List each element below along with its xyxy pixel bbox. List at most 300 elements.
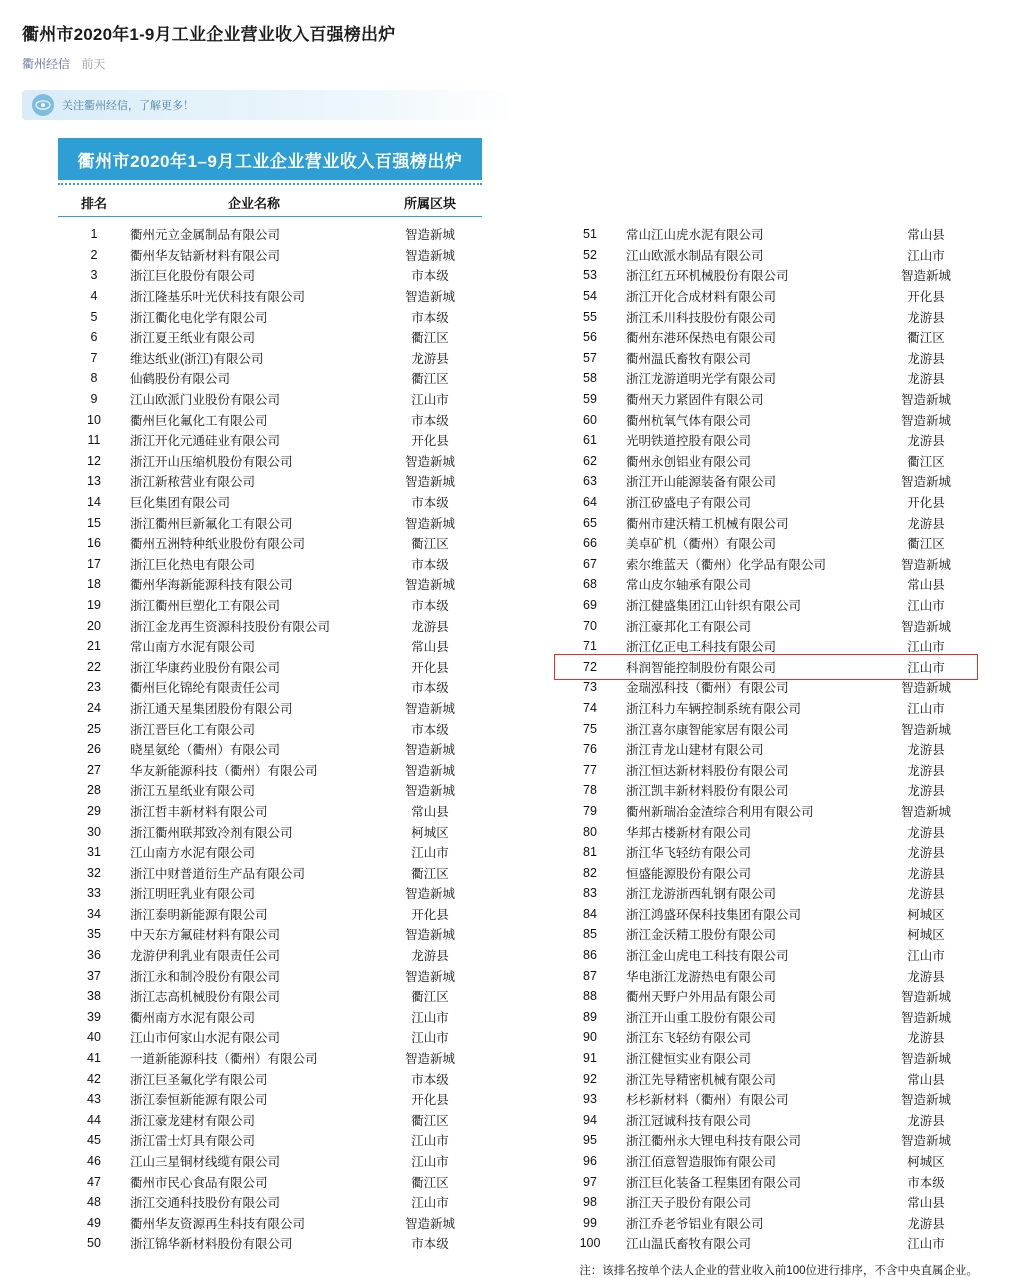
cell-rank: 83	[583, 886, 597, 901]
cell-area: 智造新城	[900, 619, 951, 634]
cell-company-name: 华电浙江龙游热电有限公司	[626, 969, 777, 984]
table-row	[58, 1007, 482, 1028]
cell-area: 衢江区	[411, 372, 449, 387]
table-row	[58, 677, 482, 698]
table-row	[58, 1171, 482, 1192]
table-row	[554, 471, 978, 492]
cell-area: 智造新城	[404, 1216, 455, 1231]
cell-company-name: 浙江凯丰新材料股份有限公司	[626, 784, 789, 799]
cell-area: 智造新城	[900, 681, 951, 696]
table-row	[554, 615, 978, 636]
cell-area: 龙游县	[907, 846, 945, 861]
cell-area: 衢江区	[907, 454, 945, 469]
cell-area: 江山市	[907, 640, 945, 655]
cell-area: 衢江区	[411, 537, 449, 552]
cell-rank: 35	[87, 927, 101, 942]
cell-area: 智造新城	[900, 413, 951, 428]
cell-company-name: 浙江开山重工股份有限公司	[626, 1010, 777, 1025]
cell-company-name: 浙江开山压缩机股份有限公司	[130, 454, 293, 469]
cell-area: 智造新城	[404, 743, 455, 758]
cell-rank: 43	[87, 1092, 101, 1107]
cell-company-name: 浙江东飞轻纺有限公司	[626, 1031, 752, 1046]
cell-company-name: 浙江喜尔康智能家居有限公司	[626, 722, 789, 737]
cell-area: 开化县	[411, 1093, 449, 1108]
cell-rank: 31	[87, 845, 101, 860]
cell-rank: 95	[583, 1133, 597, 1148]
cell-rank: 20	[87, 618, 101, 633]
cell-company-name: 衢州天野户外用品有限公司	[626, 990, 777, 1005]
cell-area: 开化县	[411, 434, 449, 449]
cell-rank: 48	[87, 1195, 101, 1210]
cell-company-name: 衢州市民心食品有限公司	[130, 1175, 268, 1190]
cell-rank: 27	[87, 762, 101, 777]
cell-rank: 45	[87, 1133, 101, 1148]
cell-rank: 77	[583, 762, 597, 777]
cell-area: 柯城区	[907, 928, 945, 943]
cell-company-name: 龙游伊利乳业有限责任公司	[130, 949, 281, 964]
table-row	[554, 409, 978, 430]
cell-rank: 56	[583, 330, 597, 345]
table-row	[58, 986, 482, 1007]
follow-banner-text: 关注衢州经信，了解更多！	[62, 100, 194, 112]
header-company: 企业名称	[227, 196, 280, 211]
cell-company-name: 巨化集团有限公司	[130, 496, 231, 511]
cell-area: 江山市	[411, 1155, 449, 1170]
cell-company-name: 浙江豪龙建材有限公司	[130, 1113, 256, 1128]
cell-area: 龙游县	[411, 949, 449, 964]
cell-area: 龙游县	[411, 351, 449, 366]
table-note: 注：该排名按单个法人企业的营业收入前100位进行排序，不含中央直属企业。	[579, 1264, 978, 1277]
cell-rank: 21	[87, 639, 101, 654]
cell-area: 市本级	[411, 557, 449, 572]
cell-company-name: 浙江衢化电化学有限公司	[130, 310, 268, 325]
follow-banner[interactable]	[22, 90, 516, 120]
table-row	[554, 430, 978, 451]
ranking-columns	[58, 224, 978, 1278]
cell-company-name: 常山江山虎水泥有限公司	[626, 228, 764, 243]
cell-area: 龙游县	[907, 743, 945, 758]
cell-area: 龙游县	[907, 1216, 945, 1231]
cell-company-name: 金瑞泓科技（衢州）有限公司	[626, 681, 789, 696]
table-row	[58, 965, 482, 986]
eye-icon	[32, 94, 54, 116]
table-row	[58, 1233, 482, 1254]
cell-rank: 76	[583, 742, 597, 757]
cell-rank: 65	[583, 515, 597, 530]
cell-company-name: 浙江新秾营业有限公司	[130, 475, 256, 490]
cell-area: 智造新城	[404, 228, 455, 243]
table-row	[58, 1151, 482, 1172]
cell-area: 江山市	[411, 1010, 449, 1025]
rank-table-right	[554, 224, 978, 1254]
cell-area: 龙游县	[907, 825, 945, 840]
cell-area: 常山县	[411, 640, 449, 655]
table-row	[554, 1171, 978, 1192]
cell-company-name: 浙江巨化股份有限公司	[130, 269, 256, 284]
table-row	[58, 245, 482, 266]
cell-rank: 2	[90, 247, 98, 262]
cell-company-name: 浙江晋巨化工有限公司	[130, 722, 256, 737]
cell-company-name: 浙江五星纸业有限公司	[130, 784, 256, 799]
cell-area: 龙游县	[907, 516, 945, 531]
cell-rank: 59	[583, 392, 597, 407]
table-row	[58, 1048, 482, 1069]
cell-rank: 94	[583, 1112, 597, 1127]
cell-company-name: 浙江开化合成材料有限公司	[626, 290, 777, 305]
cell-rank: 71	[583, 639, 597, 654]
cell-area: 江山市	[907, 660, 945, 675]
cell-company-name: 衢州天力紧固件有限公司	[626, 393, 764, 408]
cell-rank: 18	[87, 577, 101, 592]
cell-company-name: 浙江衢州永大锂电科技有限公司	[626, 1134, 802, 1149]
cell-area: 龙游县	[907, 866, 945, 881]
cell-area: 龙游县	[907, 969, 945, 984]
table-row	[554, 656, 978, 677]
cell-rank: 39	[87, 1009, 101, 1024]
table-row	[554, 224, 978, 245]
cell-area: 智造新城	[404, 763, 455, 778]
table-row	[58, 945, 482, 966]
cell-rank: 17	[87, 556, 101, 571]
cell-rank: 97	[583, 1174, 597, 1189]
table-row	[554, 698, 978, 719]
cell-area: 开化县	[907, 496, 945, 511]
cell-company-name: 索尔维蓝天（衢州）化学品有限公司	[626, 557, 827, 572]
cell-company-name: 浙江明旺乳业有限公司	[130, 887, 256, 902]
table-row	[554, 842, 978, 863]
table-row	[58, 656, 482, 677]
table-row	[554, 801, 978, 822]
table-row	[554, 904, 978, 925]
table-row	[554, 1213, 978, 1234]
cell-area: 智造新城	[900, 722, 951, 737]
cell-company-name: 一道新能源科技（衢州）有限公司	[130, 1052, 318, 1067]
account-name[interactable]: 衢州经信	[22, 57, 71, 71]
cell-area: 衢江区	[411, 1175, 449, 1190]
cell-area: 智造新城	[900, 1093, 951, 1108]
cell-rank: 40	[87, 1030, 101, 1045]
table-row	[58, 286, 482, 307]
table-row	[58, 924, 482, 945]
cell-rank: 86	[583, 948, 597, 963]
cell-rank: 19	[87, 597, 101, 612]
cell-area: 江山市	[907, 248, 945, 263]
cell-area: 智造新城	[404, 1052, 455, 1067]
table-row	[554, 718, 978, 739]
cell-company-name: 浙江通天星集团股份有限公司	[130, 701, 293, 716]
cell-area: 常山县	[907, 578, 945, 593]
publish-time: 前天	[81, 57, 106, 71]
cell-company-name: 常山皮尔轴承有限公司	[626, 578, 752, 593]
cell-company-name: 浙江禾川科技股份有限公司	[626, 310, 777, 325]
cell-rank: 22	[87, 659, 101, 674]
table-row	[554, 821, 978, 842]
cell-rank: 72	[583, 659, 597, 674]
table-row	[58, 904, 482, 925]
cell-company-name: 华邦古楼新材有限公司	[626, 825, 752, 840]
cell-rank: 78	[583, 783, 597, 798]
table-row	[554, 945, 978, 966]
cell-company-name: 浙江泰明新能源有限公司	[130, 907, 268, 922]
cell-area: 龙游县	[907, 763, 945, 778]
cell-rank: 90	[583, 1030, 597, 1045]
cell-area: 智造新城	[404, 578, 455, 593]
sheet-banner-title: 衢州市2020年1–9月工业企业营业收入百强榜出炉	[58, 138, 482, 180]
cell-rank: 6	[90, 330, 98, 345]
cell-rank: 50	[87, 1236, 101, 1251]
cell-area: 龙游县	[907, 887, 945, 902]
cell-company-name: 浙江衢州巨塑化工有限公司	[130, 598, 281, 613]
table-row	[554, 739, 978, 760]
table-row	[554, 1068, 978, 1089]
table-row	[554, 1151, 978, 1172]
cell-company-name: 浙江冠诚科技有限公司	[626, 1113, 752, 1128]
cell-rank: 67	[583, 556, 597, 571]
cell-area: 智造新城	[900, 990, 951, 1005]
table-row	[58, 842, 482, 863]
cell-area: 江山市	[907, 701, 945, 716]
cell-rank: 36	[87, 948, 101, 963]
table-row	[58, 327, 482, 348]
cell-area: 智造新城	[404, 475, 455, 490]
cell-company-name: 衢州杭氧气体有限公司	[626, 413, 752, 428]
cell-company-name: 江山欧派水制品有限公司	[626, 248, 764, 263]
cell-rank: 68	[583, 577, 597, 592]
cell-area: 市本级	[411, 598, 449, 613]
table-row	[58, 780, 482, 801]
cell-company-name: 浙江隆基乐叶光伏科技有限公司	[130, 290, 306, 305]
cell-company-name: 浙江先导精密机械有限公司	[626, 1072, 777, 1087]
cell-company-name: 浙江哲丰新材料有限公司	[130, 804, 268, 819]
cell-company-name: 浙江金龙再生资源科技股份有限公司	[130, 619, 331, 634]
cell-rank: 30	[87, 824, 101, 839]
table-row	[58, 1027, 482, 1048]
cell-company-name: 浙江泰恒新能源有限公司	[130, 1093, 268, 1108]
cell-company-name: 衢州巨化氟化工有限公司	[130, 413, 268, 428]
cell-area: 智造新城	[404, 701, 455, 716]
cell-area: 智造新城	[404, 290, 455, 305]
table-row	[58, 595, 482, 616]
table-row	[554, 780, 978, 801]
cell-area: 龙游县	[907, 372, 945, 387]
table-row	[58, 368, 482, 389]
rank-table-left	[58, 224, 482, 1254]
cell-area: 江山市	[907, 949, 945, 964]
cell-company-name: 浙江巨化装备工程集团有限公司	[626, 1175, 802, 1190]
cell-rank: 80	[583, 824, 597, 839]
article-meta	[0, 45, 1034, 72]
cell-rank: 55	[583, 309, 597, 324]
cell-rank: 38	[87, 989, 101, 1004]
table-row	[554, 368, 978, 389]
cell-rank: 46	[87, 1154, 101, 1169]
cell-area: 市本级	[411, 413, 449, 428]
cell-area: 智造新城	[900, 804, 951, 819]
table-row	[58, 409, 482, 430]
table-row	[554, 1027, 978, 1048]
cell-rank: 37	[87, 968, 101, 983]
table-row	[554, 554, 978, 575]
cell-company-name: 晓星氨纶（衢州）有限公司	[130, 743, 281, 758]
cell-rank: 16	[87, 536, 101, 551]
table-row	[58, 265, 482, 286]
cell-area: 开化县	[411, 907, 449, 922]
cell-rank: 5	[90, 309, 98, 324]
table-row	[554, 595, 978, 616]
cell-company-name: 光明铁道控股有限公司	[626, 434, 752, 449]
cell-area: 衢江区	[907, 537, 945, 552]
table-row	[554, 1130, 978, 1151]
cell-rank: 99	[583, 1215, 597, 1230]
cell-area: 衢江区	[411, 1113, 449, 1128]
cell-rank: 11	[87, 433, 101, 448]
cell-rank: 4	[90, 289, 98, 304]
table-row	[58, 348, 482, 369]
cell-company-name: 科润智能控制股份有限公司	[626, 660, 777, 675]
cell-area: 市本级	[411, 310, 449, 325]
table-row	[58, 615, 482, 636]
cell-company-name: 衢州市建沃精工机械有限公司	[626, 516, 789, 531]
cell-rank: 26	[87, 742, 101, 757]
cell-rank: 47	[87, 1174, 101, 1189]
cell-rank: 93	[583, 1092, 597, 1107]
ranking-column-right	[554, 224, 978, 1278]
table-row	[554, 492, 978, 513]
cell-company-name: 恒盛能源股份有限公司	[626, 866, 752, 881]
cell-area: 开化县	[907, 290, 945, 305]
cell-rank: 52	[583, 247, 597, 262]
cell-area: 衢江区	[907, 331, 945, 346]
cell-rank: 73	[583, 680, 597, 695]
cell-rank: 63	[583, 474, 597, 489]
table-row	[554, 306, 978, 327]
cell-company-name: 浙江衢州联邦致冷剂有限公司	[130, 825, 293, 840]
cell-area: 市本级	[411, 269, 449, 284]
cell-area: 柯城区	[411, 825, 449, 840]
cell-rank: 74	[583, 700, 597, 715]
cell-rank: 9	[90, 392, 98, 407]
table-row	[554, 1110, 978, 1131]
cell-area: 龙游县	[907, 434, 945, 449]
cell-company-name: 常山南方水泥有限公司	[130, 640, 256, 655]
cell-company-name: 美卓矿机（衢州）有限公司	[626, 537, 777, 552]
cell-company-name: 浙江青龙山建材有限公司	[626, 743, 764, 758]
table-row	[58, 512, 482, 533]
table-row	[58, 554, 482, 575]
table-row	[58, 1192, 482, 1213]
ranking-sheet	[58, 138, 978, 1278]
table-row	[58, 759, 482, 780]
table-row	[554, 245, 978, 266]
cell-area: 智造新城	[404, 454, 455, 469]
table-row	[58, 471, 482, 492]
cell-company-name: 衢州巨化锦纶有限责任公司	[130, 681, 281, 696]
cell-rank: 82	[583, 865, 597, 880]
cell-rank: 100	[579, 1236, 601, 1251]
ranking-column-left	[58, 224, 482, 1278]
table-row	[58, 389, 482, 410]
cell-rank: 13	[87, 474, 101, 489]
cell-company-name: 维达纸业(浙江)有限公司	[130, 351, 264, 366]
cell-rank: 49	[87, 1215, 101, 1230]
cell-rank: 85	[583, 927, 597, 942]
table-row	[554, 389, 978, 410]
cell-rank: 70	[583, 618, 597, 633]
cell-rank: 84	[583, 906, 597, 921]
cell-area: 常山县	[907, 228, 945, 243]
cell-company-name: 浙江龙游浙西轧钢有限公司	[626, 887, 777, 902]
cell-company-name: 衢州五洲特种纸业股份有限公司	[130, 537, 306, 552]
cell-company-name: 浙江健恒实业有限公司	[626, 1052, 752, 1067]
table-row	[554, 924, 978, 945]
table-row	[58, 801, 482, 822]
cell-company-name: 仙鹤股份有限公司	[130, 372, 231, 387]
cell-area: 市本级	[411, 1072, 449, 1087]
cell-rank: 8	[90, 371, 98, 386]
cell-rank: 53	[583, 268, 597, 283]
cell-rank: 87	[583, 968, 597, 983]
table-row	[58, 739, 482, 760]
cell-company-name: 衢州南方水泥有限公司	[130, 1010, 256, 1025]
cell-area: 智造新城	[900, 1010, 951, 1025]
cell-rank: 91	[583, 1051, 597, 1066]
cell-area: 常山县	[411, 804, 449, 819]
table-row	[58, 883, 482, 904]
cell-rank: 60	[583, 412, 597, 427]
cell-company-name: 衢州华海新能源科技有限公司	[130, 578, 293, 593]
cell-area: 龙游县	[907, 351, 945, 366]
cell-company-name: 浙江华飞轻纺有限公司	[626, 846, 752, 861]
cell-company-name: 浙江乔老爷铝业有限公司	[626, 1216, 764, 1231]
table-row	[554, 533, 978, 554]
cell-area: 江山市	[411, 1031, 449, 1046]
cell-company-name: 浙江永和制冷股份有限公司	[130, 969, 281, 984]
cell-rank: 32	[87, 865, 101, 880]
table-row	[58, 1110, 482, 1131]
cell-rank: 58	[583, 371, 597, 386]
cell-company-name: 浙江开化元通硅业有限公司	[130, 434, 281, 449]
cell-company-name: 杉杉新材料（衢州）有限公司	[626, 1093, 789, 1108]
table-row	[554, 574, 978, 595]
cell-area: 开化县	[411, 660, 449, 675]
cell-area: 智造新城	[900, 1052, 951, 1067]
cell-company-name: 浙江亿正电工科技有限公司	[626, 640, 777, 655]
cell-area: 江山市	[907, 1237, 945, 1252]
cell-rank: 41	[87, 1051, 101, 1066]
table-row	[554, 636, 978, 657]
cell-rank: 23	[87, 680, 101, 695]
cell-company-name: 浙江天子股份有限公司	[626, 1196, 752, 1211]
banner-divider	[58, 183, 482, 185]
cell-area: 智造新城	[404, 784, 455, 799]
cell-rank: 69	[583, 597, 597, 612]
cell-company-name: 浙江交通科技股份有限公司	[130, 1196, 281, 1211]
cell-rank: 14	[87, 495, 101, 510]
cell-rank: 89	[583, 1009, 597, 1024]
cell-rank: 51	[583, 227, 597, 242]
cell-rank: 28	[87, 783, 101, 798]
cell-rank: 33	[87, 886, 101, 901]
cell-area: 龙游县	[907, 784, 945, 799]
cell-company-name: 衢州华友资源再生科技有限公司	[130, 1216, 306, 1231]
cell-company-name: 浙江金沃精工股份有限公司	[626, 928, 777, 943]
cell-area: 衢江区	[411, 331, 449, 346]
cell-company-name: 江山温氏畜牧有限公司	[626, 1237, 752, 1252]
table-row	[554, 265, 978, 286]
table-row	[58, 533, 482, 554]
table-row	[58, 862, 482, 883]
cell-rank: 54	[583, 289, 597, 304]
